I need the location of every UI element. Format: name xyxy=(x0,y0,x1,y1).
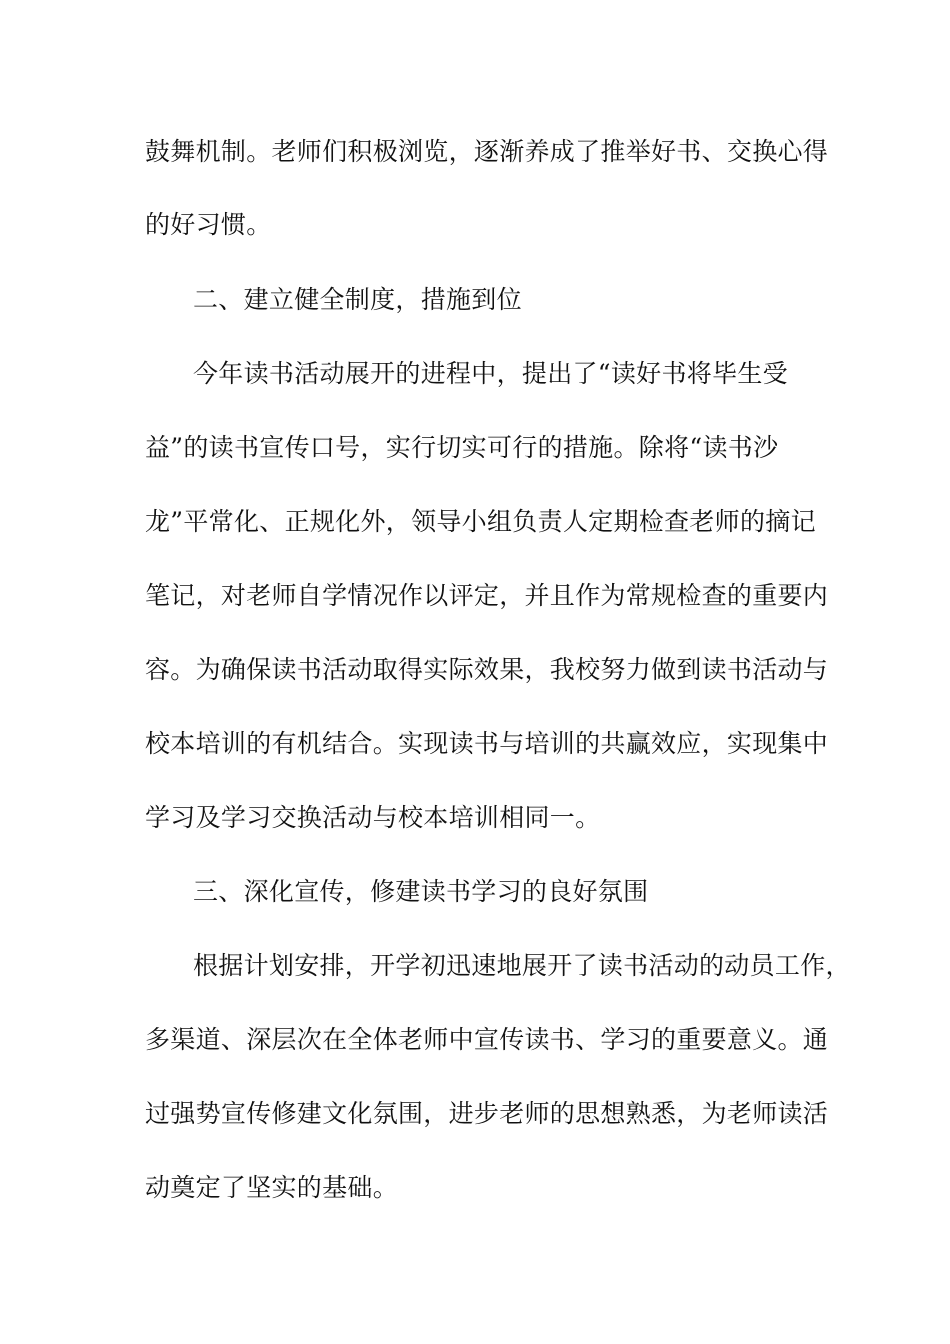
section-heading: 二、建立健全制度，措施到位 xyxy=(193,285,522,314)
paragraph-line: 笔记，对老师自学情况作以评定，并且作为常规检查的重要内 xyxy=(145,581,829,610)
paragraph-line: 鼓舞机制。老师们积极浏览，逐渐养成了推举好书、交换心得 xyxy=(145,137,829,166)
paragraph-line: 学习及学习交换活动与校本培训相同一。 xyxy=(145,803,601,832)
paragraph-line: 多渠道、深层次在全体老师中宣传读书、学习的重要意义。通 xyxy=(145,1025,829,1054)
paragraph-line: 龙”平常化、正规化外，领导小组负责人定期检查老师的摘记 xyxy=(145,507,816,536)
paragraph-line: 根据计划安排，开学初迅速地展开了读书活动的动员工作， xyxy=(193,951,851,980)
paragraph-line: 今年读书活动展开的进程中，提出了“读好书将毕生受 xyxy=(193,359,788,388)
paragraph-line: 益”的读书宣传口号，实行切实可行的措施。除将“读书沙 xyxy=(145,433,779,462)
section-heading: 三、深化宣传，修建读书学习的良好氛围 xyxy=(193,877,649,906)
paragraph-line: 容。为确保读书活动取得实际效果，我校努力做到读书活动与 xyxy=(145,655,829,684)
paragraph-line: 的好习惯。 xyxy=(145,210,272,239)
paragraph-line: 动奠定了坚实的基础。 xyxy=(145,1173,399,1202)
paragraph-line: 过强势宣传修建文化氛围，进步老师的思想熟悉，为老师读活 xyxy=(145,1099,829,1128)
paragraph-line: 校本培训的有机结合。实现读书与培训的共赢效应，实现集中 xyxy=(145,729,829,758)
